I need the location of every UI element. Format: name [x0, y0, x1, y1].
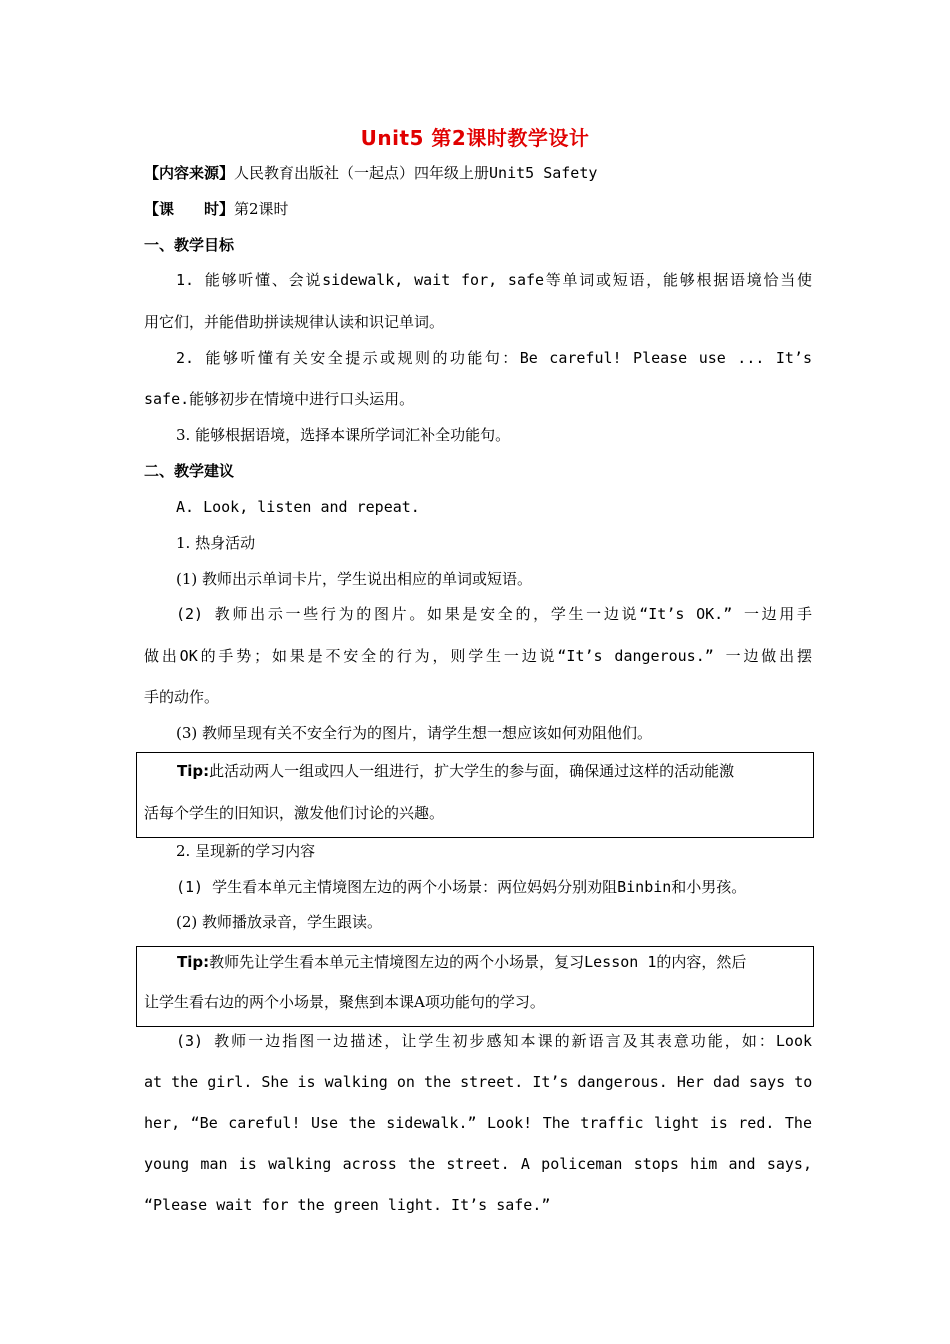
step-2-heading: 2. 呈现新的学习内容 [176, 842, 316, 860]
step-1-item-2-line1: (2) 教师出示一些行为的图片。如果是安全的，学生一边说“It’s OK.” 一边用手 [176, 605, 812, 623]
step-1-item-1: (1) 教师出示单词卡片，学生说出相应的单词或短语。 [176, 570, 533, 588]
lesson-period [144, 199, 812, 219]
step-2-item-3-line3: her, “Be careful! Use the sidewalk.” Look! The traffic light is red. The [144, 1114, 812, 1132]
step-2-item-2: (2) 教师播放录音，学生跟读。 [176, 913, 383, 931]
tip-2-text: 教师先让学生看本单元主情境图左边的两个小场景，复习Lesson 1的内容，然后 [209, 953, 747, 971]
section-heading-objectives: 一、教学目标 [144, 236, 235, 254]
step-1-item-2-line2: 做出OK的手势；如果是不安全的行为，则学生一边说“It’s dangerous.” 一边做出摆 [144, 647, 812, 665]
content-source [144, 163, 812, 183]
step-2-item-3-line1: (3) 教师一边指图一边描述，让学生初步感知本课的新语言及其表意功能，如：Look [176, 1032, 812, 1050]
tip-1-label: Tip: [177, 762, 210, 780]
objective-1-line2: 用它们，并能借助拼读规律认读和识记单词。 [144, 313, 445, 331]
tip-box-1 [136, 752, 814, 838]
tip-box-2 [136, 946, 814, 1027]
step-1-heading: 1. 热身活动 [176, 534, 256, 552]
period-text: 第2课时 [234, 200, 289, 218]
tip-2-line1 [177, 952, 805, 972]
tip-2-label: Tip: [177, 953, 210, 971]
step-1-item-3: (3) 教师呈现有关不安全行为的图片，请学生想一想应该如何劝阻他们。 [176, 724, 653, 742]
step-2-item-3-line4: young man is walking across the street. A policeman stops him and says, [144, 1155, 812, 1173]
objective-2-line2: safe.能够初步在情境中进行口头运用。 [144, 390, 415, 408]
part-a-heading: A. Look, listen and repeat. [176, 498, 420, 516]
step-2-item-3-line2: at the girl. She is walking on the street. It’s dangerous. Her dad says to [144, 1073, 813, 1091]
step-1-item-2-line3: 手的动作。 [144, 688, 220, 706]
period-label: 【课 时】 [144, 200, 235, 218]
step-2-item-3-line5: “Please wait for the green light. It’s safe.” [144, 1196, 551, 1214]
objective-3: 3. 能够根据语境，选择本课所学词汇补全功能句。 [176, 426, 511, 444]
tip-1-line1 [177, 761, 805, 781]
tip-1-line2: 活每个学生的旧知识，激发他们讨论的兴趣。 [144, 804, 445, 822]
tip-2-line2: 让学生看右边的两个小场景，聚焦到本课A项功能句的学习。 [144, 993, 545, 1011]
step-2-item-1: (1) 学生看本单元主情境图左边的两个小场景：两位妈妈分别劝阻Binbin和小男孩。 [176, 878, 747, 896]
source-text: 人民教育出版社（一起点）四年级上册Unit5 Safety [234, 164, 598, 182]
source-label: 【内容来源】 [144, 164, 235, 182]
objective-2-line1: 2. 能够听懂有关安全提示或规则的功能句：Be careful! Please use ... It’s [176, 349, 812, 367]
objective-1-line1: 1. 能够听懂、会说sidewalk, wait for, safe等单词或短语，能够根据语境恰当使 [176, 271, 812, 289]
tip-1-text: 此活动两人一组或四人一组进行，扩大学生的参与面，确保通过这样的活动能激 [209, 762, 735, 780]
section-heading-suggestions: 二、教学建议 [144, 462, 235, 480]
page-title: Unit5 第2课时教学设计 [360, 126, 590, 150]
